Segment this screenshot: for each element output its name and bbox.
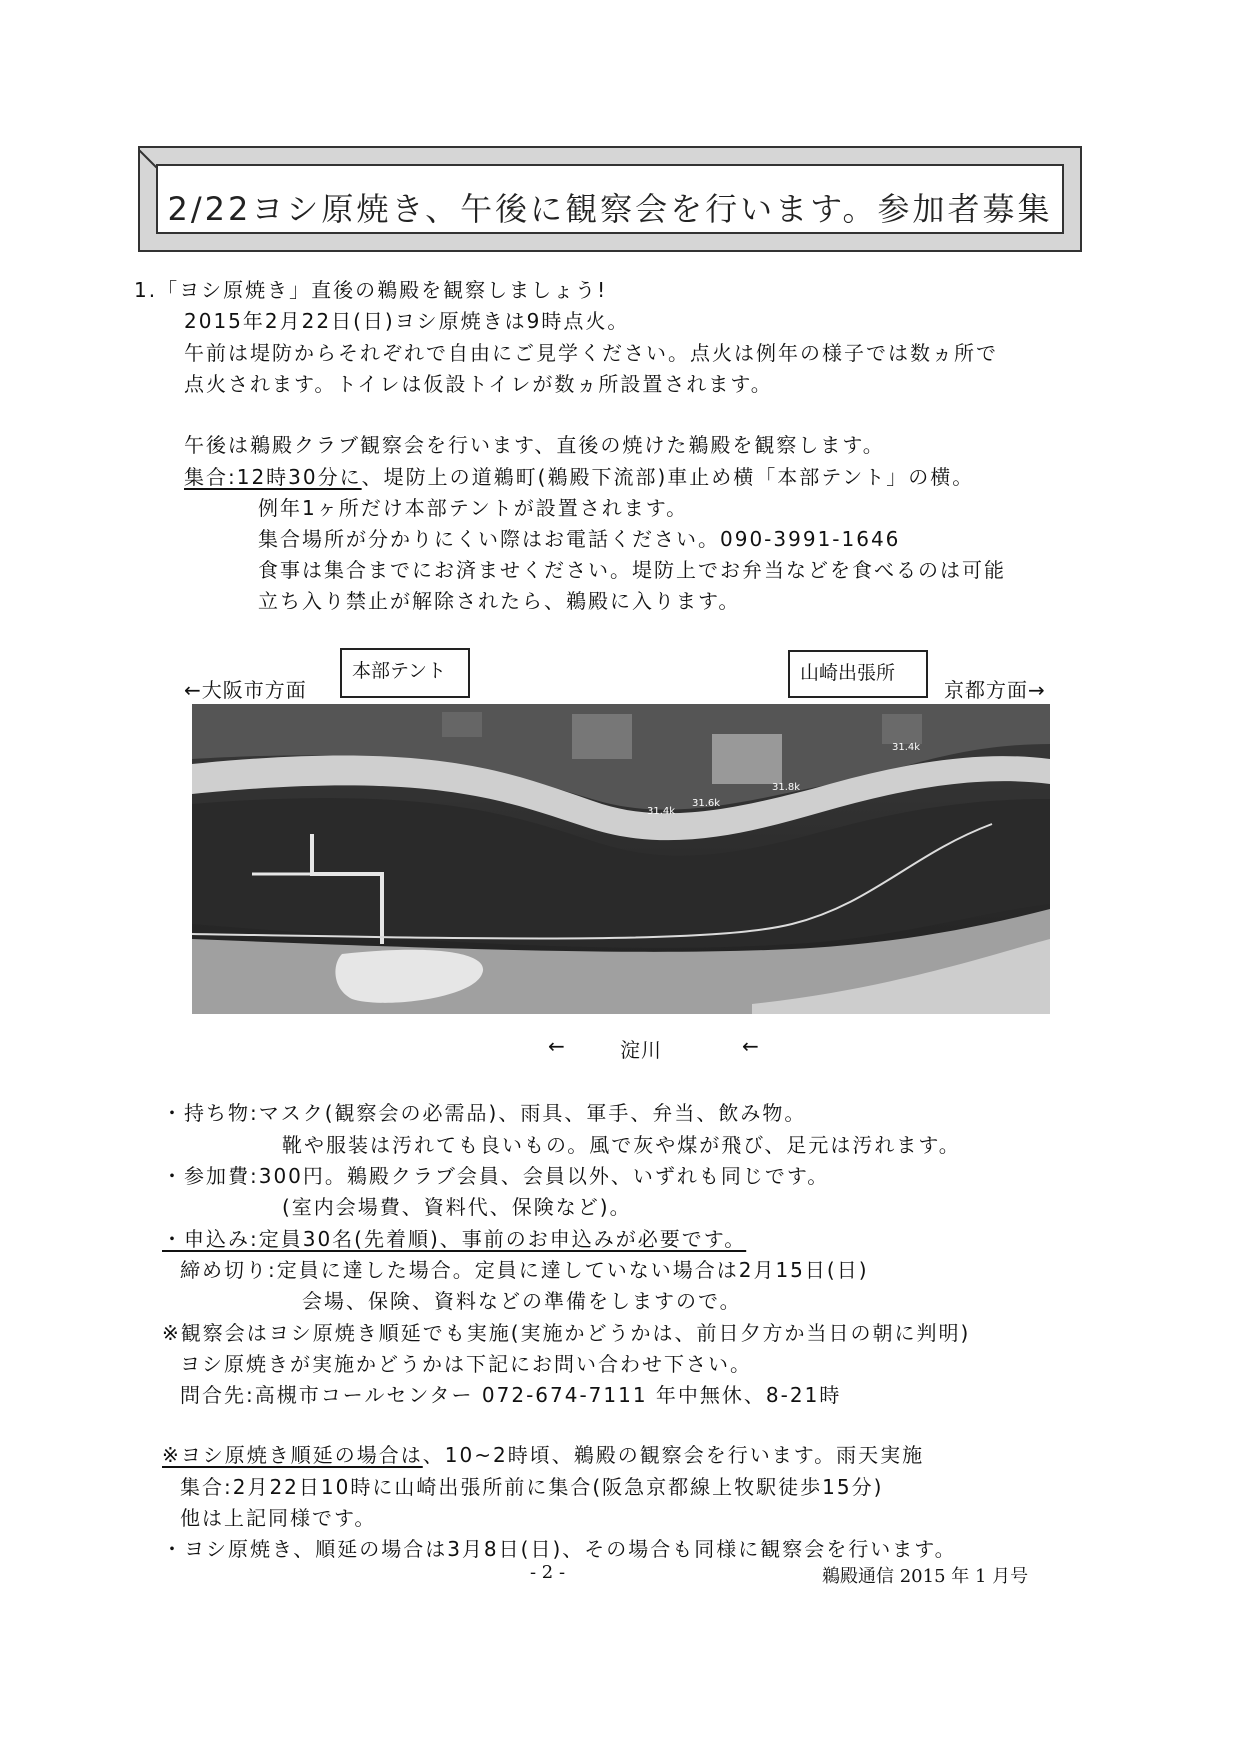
osaka-direction-label: ←大阪市方面 xyxy=(184,678,307,702)
km-marker: 31.4k xyxy=(647,806,676,817)
aerial-photo xyxy=(192,704,1050,1014)
meeting-time: 集合:12時30分に xyxy=(184,465,362,489)
rain-meeting-line: 集合:2月22日10時に山崎出張所前に集合(阪急京都線上牧駅徒歩15分) xyxy=(180,1475,884,1499)
section1-date-line: 2015年2月22日(日)ヨシ原焼きは9時点火。 xyxy=(184,309,630,333)
belongings-note: 靴や服装は汚れても良いもの。風で灰や煤が飛び、足元は汚れます。 xyxy=(282,1133,961,1157)
page-title: 2/22ヨシ原焼き、午後に観察会を行います。参加者募集 xyxy=(167,190,1053,228)
belongings-line: ・持ち物:マスク(観察会の必需品)、雨具、軍手、弁当、飲み物。 xyxy=(162,1101,807,1125)
rain-other-line: 他は上記同様です。 xyxy=(180,1506,377,1530)
section1-line: 午後は鵜殿クラブ観察会を行います、直後の焼けた鵜殿を観察します。 xyxy=(184,433,885,457)
honbu-tent-label: 本部テント xyxy=(340,648,470,698)
section1-line: 例年1ヶ所だけ本部テントが設置されます。 xyxy=(258,496,689,520)
km-marker: 31.8k xyxy=(772,782,801,793)
section1-line: 食事は集合までにお済ませください。堤防上でお弁当などを食べるのは可能 xyxy=(258,558,1006,582)
frame-corner xyxy=(139,150,157,168)
application-line: ・申込み:定員30名(先着順)、事前のお申込みが必要です。 xyxy=(162,1227,747,1251)
newsletter-issue: 鵜殿通信 2015 年 1 月号 xyxy=(822,1566,1029,1587)
kyoto-direction-label: 京都方面→ xyxy=(944,678,1046,702)
inquiry-contact: 問合先:高槻市コールセンター 072-674-7111 年中無休、8-21時 xyxy=(180,1383,842,1407)
town-block xyxy=(572,714,632,759)
page-number: - 2 - xyxy=(530,1562,566,1583)
river-arrow-right: ← xyxy=(742,1034,760,1058)
postpone-date-line: ・ヨシ原焼き、順延の場合は3月8日(日)、その場合も同様に観察会を行います。 xyxy=(162,1537,957,1561)
town-block xyxy=(442,712,482,737)
river-arrow-left: ← xyxy=(548,1034,566,1058)
title-frame xyxy=(138,146,1082,252)
title-inner xyxy=(156,164,1064,234)
postpone-note: ※観察会はヨシ原焼き順延でも実施(実施かどうかは、前日夕方か当日の朝に判明) xyxy=(162,1321,971,1345)
town-block xyxy=(882,714,922,744)
km-marker: 31.6k xyxy=(692,798,721,809)
km-marker: 31.4k xyxy=(892,742,921,753)
fee-line: ・参加費:300円。鵜殿クラブ会員、会員以外、いずれも同じです。 xyxy=(162,1164,830,1188)
deadline-note: 会場、保険、資料などの準備をしますので。 xyxy=(302,1289,742,1313)
section1-heading: 1.「ヨシ原焼き」直後の鵜殿を観察しましょう! xyxy=(134,278,608,302)
river-name: 淀川 xyxy=(620,1038,662,1062)
section1-line: 立ち入り禁止が解除されたら、鵜殿に入ります。 xyxy=(258,589,741,613)
yamazaki-office-label: 山崎出張所 xyxy=(788,650,928,698)
inquiry-intro: ヨシ原焼きが実施かどうかは下記にお問い合わせ下さい。 xyxy=(180,1352,752,1376)
rain-plan-label: ※ヨシ原焼き順延の場合は xyxy=(162,1443,423,1467)
fee-note: (室内会場費、資料代、保険など)。 xyxy=(282,1195,632,1219)
deadline-line: 締め切り:定員に達した場合。定員に達していない場合は2月15日(日) xyxy=(180,1258,869,1282)
section1-line: 午前は堤防からそれぞれで自由にご見学ください。点火は例年の様子では数ヵ所で xyxy=(184,341,998,365)
building-block xyxy=(712,734,782,784)
meeting-line xyxy=(184,462,974,492)
section1-line: 点火されます。トイレは仮設トイレが数ヵ所設置されます。 xyxy=(184,372,773,396)
rain-plan-line xyxy=(162,1440,924,1470)
rain-plan-text: 、10~2時頃、鵜殿の観察会を行います。雨天実施 xyxy=(422,1443,925,1467)
meeting-place: 、堤防上の道鵜町(鵜殿下流部)車止め横「本部テント」の横。 xyxy=(361,465,975,489)
contact-phone-line: 集合場所が分かりにくい際はお電話ください。090-3991-1646 xyxy=(258,527,901,551)
